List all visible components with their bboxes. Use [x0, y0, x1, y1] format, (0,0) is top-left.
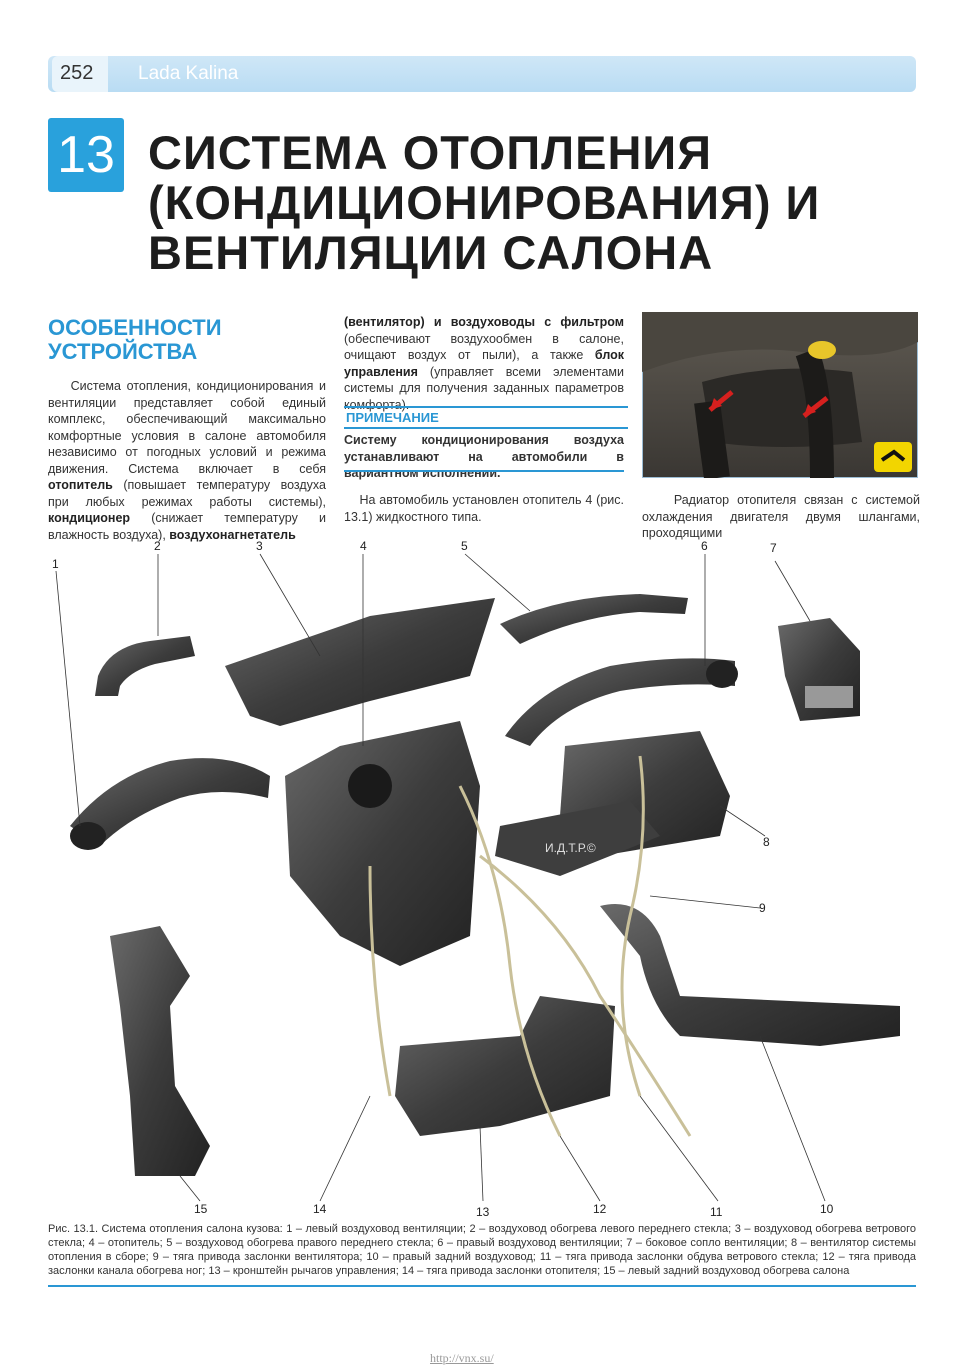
diagram-label-7: 7: [770, 541, 777, 555]
col1-text-c: (повышает температуру воздуха при любых режимах работы системы),: [48, 478, 326, 509]
diagram-label-10: 10: [820, 1202, 834, 1216]
term-conditioner: кондиционер: [48, 511, 131, 525]
diagram-label-3: 3: [256, 539, 263, 553]
left-rear-duct: [110, 926, 210, 1176]
watermark: И.Д.Т.Р.©: [545, 841, 596, 855]
column-1-text: [48, 378, 326, 543]
col2-p2: На автомобиль установлен отопитель 4 (рис. 13.1) жидкостного типа.: [344, 493, 624, 524]
tool-symbol-icon: [874, 442, 912, 472]
engine-bay-photo: [642, 312, 918, 478]
diagram-label-14: 14: [313, 1202, 327, 1216]
diagram-label-8: 8: [763, 835, 770, 849]
right-rear-duct: [600, 904, 900, 1046]
term-fan-ducts: (вентилятор) и воздуховоды с фильтром: [344, 315, 624, 329]
chapter-number: 13: [48, 118, 124, 192]
diagram-label-2: 2: [154, 539, 161, 553]
col1-text-e: (снижает температуру и влажность воздуха),: [48, 511, 326, 542]
col2-text-d: (управляет всеми элементами системы для получения заданных параметров комфорта).: [344, 364, 624, 412]
diagram-label-6: 6: [701, 539, 708, 553]
diagram-label-11: 11: [710, 1205, 723, 1219]
diagram-label-15: 15: [194, 1202, 208, 1216]
windshield-duct: [225, 598, 495, 726]
diagram-label-1: 1: [52, 557, 59, 571]
note-label: ПРИМЕЧАНИЕ: [344, 406, 628, 429]
term-control-unit: блок управления: [344, 348, 624, 379]
page-number: 252: [60, 62, 94, 84]
column-2-text: [344, 314, 624, 413]
col1-text-a: Система отопления, кондиционирования и вентиляции представляет собой единый комплекс, обеспечивающий максимально комфортные условия в салоне автомобиля независимо от погодных условий и режима движения. Система включает в себя: [48, 379, 326, 476]
footer-link[interactable]: http://vnx.su/: [430, 1351, 494, 1365]
column-2-paragraph-2: [344, 492, 624, 525]
note-divider: [344, 470, 624, 472]
note-text: Систему кондиционирования воздуха устанавливают на автомобили в вариантном исполнении.: [344, 433, 624, 480]
heating-system-diagram: [40, 536, 930, 1220]
left-windshield-duct: [95, 636, 195, 696]
bottom-divider: [48, 1285, 916, 1287]
right-windshield-duct: [500, 594, 688, 644]
heater-unit: [285, 721, 480, 966]
diagram-label-5: 5: [461, 539, 468, 553]
diagram-label-9: 9: [759, 901, 766, 915]
term-heater: отопитель: [48, 478, 113, 492]
col2-text-b: (обеспечивают воздухообмен в салоне, очищают воздух от пыли), а также: [344, 331, 624, 362]
chapter-title: СИСТЕМА ОТОПЛЕНИЯ (КОНДИЦИОНИРОВАНИЯ) И ВЕНТИЛЯЦИИ САЛОНА: [148, 126, 821, 279]
figure-caption: Рис. 13.1. Система отопления салона кузова: 1 – левый воздуховод вентиляции; 2 – воздуховод обогрева левого переднего стекла; 3 – воздуховод обогрева ветрового стекла; 4 – отопитель; 5 – воздуховод обогрева правого переднего стекла; 6 – правый воздуховод вентиляции; 7 – боковое сопло вентиляции; 8 – вентилятор системы отопления в сборе; 9 – тяга привода заслонки вентилятора; 10 – правый задний воздуховод; 11 – тяга привода заслонки обдува ветрового стекла; 12 – тяга привода заслонки канала обогрева ног; 13 – кронштейн рычагов управления; 14 – тяга привода заслонки отопителя; 15 – левый задний воздуховод обогрева салона: [48, 1223, 916, 1277]
section-heading: ОСОБЕННОСТИ УСТРОЙСТВА: [48, 315, 222, 364]
column-3-text: [642, 492, 920, 542]
book-title: Lada Kalina: [138, 63, 239, 84]
term-blower: воздухонагнетатель: [169, 527, 296, 542]
diagram-label-4: 4: [360, 539, 367, 553]
diagram-label-13: 13: [476, 1205, 490, 1219]
diagram-label-12: 12: [593, 1202, 607, 1216]
col3-p1: Радиатор отопителя связан с системой охлаждения двигателя двумя шлангами, проходящими: [642, 493, 920, 540]
control-lever-bracket: [395, 996, 615, 1136]
